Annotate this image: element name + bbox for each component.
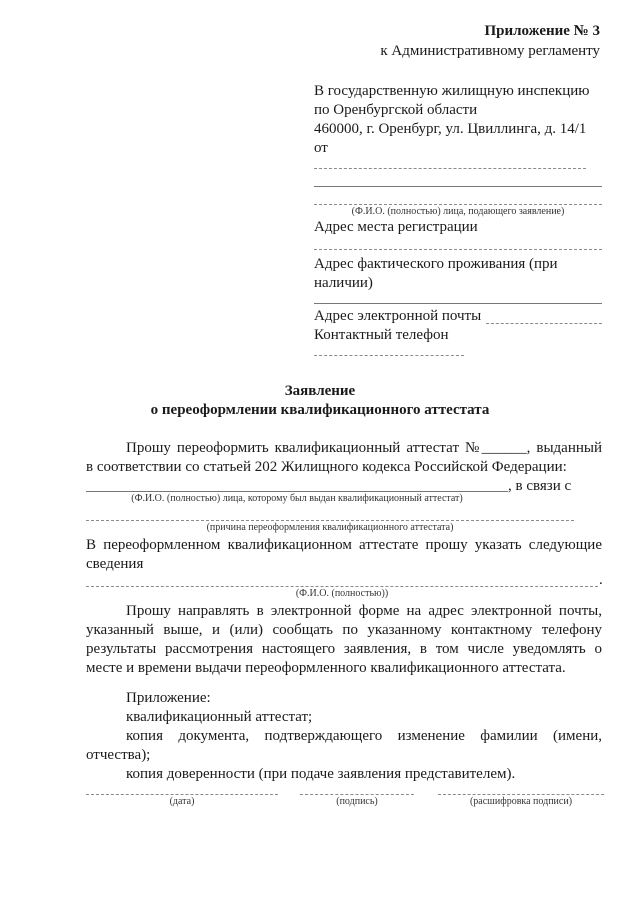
request-line-3-end: , в связи с: [508, 478, 572, 494]
addressee-line-2: по Оренбургской области: [314, 102, 478, 118]
applicant-name-line-2: [314, 186, 602, 187]
applicant-name-line-1: [314, 168, 586, 169]
reg-address-line: [314, 249, 602, 250]
reason-line: [86, 520, 574, 521]
attachments-title: Приложение:: [126, 690, 211, 706]
notify-line-2: указанный выше, и (или) сообщать по указанному контактному телефону: [86, 622, 602, 638]
new-fio-end-dot: .: [599, 572, 603, 588]
appendix-subtitle: к Административному регламенту: [380, 43, 600, 59]
signature-line: [300, 794, 414, 795]
document-title: Заявление: [284, 383, 356, 399]
date-caption: (дата): [169, 796, 195, 807]
attachment-item-1: квалификационный аттестат;: [126, 709, 313, 725]
reg-address-label: Адрес места регистрации: [314, 219, 478, 235]
date-line: [86, 794, 278, 795]
holder-name-caption: (Ф.И.О. (полностью) лица, которому был выдан квалификационный аттестат): [131, 493, 463, 504]
addressee-from: от: [314, 140, 328, 156]
addressee-line-1: В государственную жилищную инспекцию: [314, 83, 590, 99]
notify-line-3: результаты рассмотрения настоящего заявления, в том числе уведомлять о: [86, 641, 602, 657]
attachment-item-3: копия доверенности (при подаче заявления представителем).: [126, 766, 516, 782]
request-line-2: в соответствии со статьей 202 Жилищного кодекса Российской Федерации:: [86, 459, 567, 475]
signature-decode-caption: (расшифровка подписи): [469, 796, 573, 807]
notify-line-1: Прошу направлять в электронной форме на адрес электронной почты,: [126, 603, 602, 619]
email-label: Адрес электронной почты: [314, 308, 482, 324]
request-line-1: Прошу переоформить квалификационный аттестат №______, выданный: [126, 440, 602, 456]
signature-decode-line: [438, 794, 604, 795]
phone-line: [314, 355, 464, 356]
new-info-line-2: сведения: [86, 556, 144, 572]
attachment-item-2-line-1: копия документа, подтверждающего изменение фамилии (имени,: [126, 728, 602, 744]
appendix-title: Приложение № 3: [484, 23, 600, 39]
holder-name-line: [86, 491, 508, 492]
actual-address-label-1: Адрес фактического проживания (при: [314, 256, 558, 272]
new-fio-line: [86, 586, 598, 587]
phone-label: Контактный телефон: [314, 327, 449, 343]
document-subtitle: о переоформлении квалификационного аттестата: [150, 402, 490, 418]
reason-caption: (причина переоформления квалификационного аттестата): [206, 522, 454, 533]
new-fio-caption: (Ф.И.О. (полностью)): [295, 588, 389, 599]
attachment-item-2-line-2: отчества);: [86, 747, 151, 763]
signature-caption: (подпись): [336, 796, 378, 807]
actual-address-label-2: наличии): [314, 275, 373, 291]
new-info-line-1: В переоформленном квалификационном аттестате прошу указать следующие: [86, 537, 602, 553]
actual-address-line: [314, 303, 602, 304]
applicant-name-caption: (Ф.И.О. (полностью) лица, подающего заявление): [351, 206, 565, 217]
addressee-line-3: 460000, г. Оренбург, ул. Цвиллинга, д. 14/1: [314, 121, 587, 137]
email-line: [486, 323, 602, 324]
applicant-name-line-3: [314, 204, 602, 205]
notify-line-4: месте и времени выдачи переоформленного квалификационного аттестата.: [86, 660, 566, 676]
